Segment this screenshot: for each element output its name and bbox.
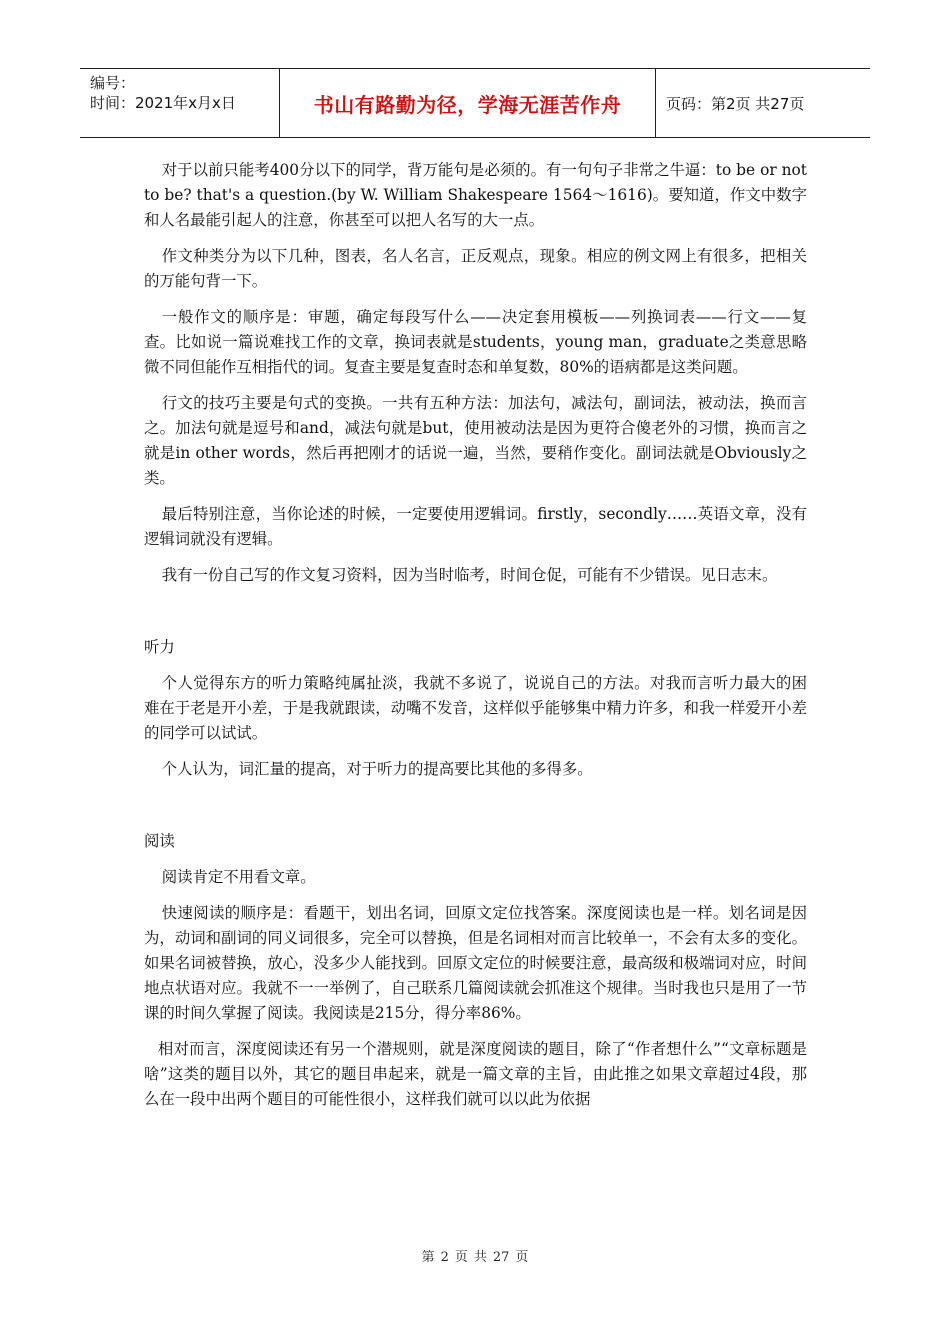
spacer [144, 599, 807, 635]
document-code-label: 编号： [90, 74, 136, 92]
paragraph: 阅读肯定不用看文章。 [161, 868, 316, 886]
paragraph: 个人认为，词汇量的提高，对于听力的提高要比其他的多得多。 [161, 760, 593, 778]
paragraph: 个人觉得东方的听力策略纯属扯淡，我就不多说了，说说自己的方法。对我而言听力最大的困难在于老是开小差，于是我就跟读，动嘴不发音，这样似乎能够集中精力许多，和我一样爱开小差的同学可以试试。 [144, 674, 807, 742]
document-body [144, 158, 807, 1123]
paragraph: 一般作文的顺序是：审题，确定每段写什么——决定套用模板——列换词表——行文——复查。比如说一篇说难找工作的文章，换词表就是students，young man，graduate之类意思略微不同但能作互相指代的词。复查主要是复查时态和单复数，80%的语病都是这类问题。 [144, 308, 807, 376]
header-meta [80, 69, 280, 137]
footer-ye: 页 [454, 1250, 468, 1265]
spacer [144, 793, 807, 829]
section-heading-reading: 阅读 [144, 832, 175, 850]
footer-gong: 共 [473, 1250, 487, 1265]
footer-di: 第 [421, 1250, 435, 1265]
paragraph: 最后特别注意，当你论述的时候，一定要使用逻辑词。firstly，secondly……英语文章，没有逻辑词就没有逻辑。 [144, 505, 807, 548]
footer-ye: 页 [515, 1250, 529, 1265]
paragraph: 我有一份自己写的作文复习资料，因为当时临考，时间仓促，可能有不少错误。见日志末。 [161, 566, 778, 584]
page-footer [0, 1246, 950, 1265]
paragraph: 作文种类分为以下几种，图表，名人名言，正反观点，现象。相应的例文网上有很多，把相关的万能句背一下。 [144, 247, 807, 290]
footer-page-number: 2 [440, 1250, 449, 1265]
paragraph: 对于以前只能考400分以下的同学，背万能句是必须的。有一句句子非常之牛逼：to be or not to be? that's a question.(by W. William Shakespeare 1564～1616)。要知道，作文中数字和人名最能引起人的注意，你甚至可以把人名写的大一点。 [144, 161, 807, 229]
section-heading-listening: 听力 [144, 638, 175, 656]
paragraph: 行文的技巧主要是句式的变换。一共有五种方法：加法句，减法句，副词法，被动法，换而言之。加法句就是逗号和and，减法句就是but，使用被动法是因为更符合傻老外的习惯，换而言之就是in other words，然后再把刚才的话说一遍，当然，要稍作变化。副词法就是Obviously之类。 [144, 394, 807, 487]
page-header [80, 68, 870, 138]
header-page-info: 页码：第2页 共27页 [666, 94, 805, 113]
paragraph: 相对而言，深度阅读还有另一个潜规则，就是深度阅读的题目，除了“作者想什么”“文章标题是啥”这类的题目以外，其它的题目串起来，就是一篇文章的主旨，由此推之如果文章超过4段，那么在一段中出两个题目的可能性很小，这样我们就可以以此为依据 [144, 1040, 807, 1108]
document-time: 时间：2021年x月x日 [90, 94, 236, 112]
footer-total-pages: 27 [492, 1250, 510, 1265]
header-motto: 书山有路勤为径，学海无涯苦作舟 [280, 69, 656, 137]
paragraph: 快速阅读的顺序是：看题干，划出名词，回原文定位找答案。深度阅读也是一样。划名词是因为，动词和副词的同义词很多，完全可以替换，但是名词相对而言比较单一，不会有太多的变化。如果名词被替换，放心，没多少人能找到。回原文定位的时候要注意，最高级和极端词对应，时间地点状语对应。我就不一一举例了，自己联系几篇阅读就会抓准这个规律。当时我也只是用了一节课的时间久掌握了阅读。我阅读是215分，得分率86%。 [144, 904, 807, 1022]
